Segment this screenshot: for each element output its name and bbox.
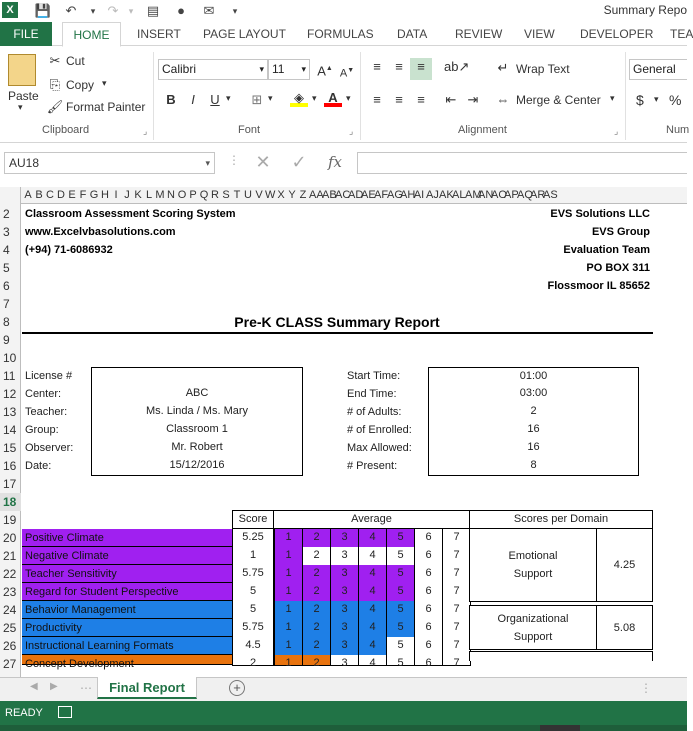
row-header[interactable]: 26 <box>3 639 17 653</box>
underline-dropdown-icon[interactable]: ▾ <box>226 93 231 103</box>
copy-icon[interactable]: ⎘ <box>49 77 61 92</box>
increase-indent-icon[interactable]: ⇥ <box>467 92 479 107</box>
company-info-left: www.Excelvbasolutions.com <box>25 226 176 238</box>
align-left-icon[interactable]: ≡ <box>373 92 381 107</box>
row-header[interactable]: 27 <box>3 657 17 671</box>
underline-button[interactable]: U <box>210 92 220 107</box>
column-header[interactable]: G <box>89 189 99 201</box>
number-group-label: Num <box>666 124 690 136</box>
scale-cell: 5 <box>386 655 415 666</box>
company-info-right: Evaluation Team <box>563 244 650 256</box>
column-header[interactable]: K <box>134 189 142 201</box>
domain-name-line: Support <box>513 630 553 643</box>
domain-name-line: Emotional <box>508 550 558 562</box>
ribbon-separator <box>360 52 361 140</box>
column-header[interactable]: P <box>189 189 197 201</box>
merge-center-icon[interactable]: ⇔ <box>496 92 510 107</box>
font-name-select[interactable]: Calibri ▾ <box>158 59 268 80</box>
report-title: Pre-K CLASS Summary Report <box>234 314 440 330</box>
info-label: # Present: <box>347 460 398 472</box>
scale-cell: 4 <box>358 583 387 602</box>
company-info-right: EVS Solutions LLC <box>550 208 650 220</box>
tab-file[interactable]: FILE <box>0 22 52 46</box>
column-header[interactable]: AL <box>452 189 466 201</box>
row-header[interactable]: 13 <box>3 405 17 419</box>
row-header[interactable]: 16 <box>3 459 17 473</box>
borders-icon[interactable]: ⊞ <box>251 92 263 107</box>
scale-cell: 5 <box>386 637 415 656</box>
tab-page-layout[interactable]: PAGE LAYOUT <box>203 27 286 41</box>
column-header[interactable]: Z <box>299 189 307 201</box>
row-header[interactable]: 3 <box>3 225 10 239</box>
info-label: Start Time: <box>347 370 401 382</box>
clipboard-group-label: Clipboard <box>42 124 90 136</box>
scale-cell: 7 <box>442 637 471 656</box>
scale-cell: 4 <box>358 565 387 584</box>
wrap-text-button[interactable]: Wrap Text <box>516 62 570 76</box>
merge-dropdown-icon[interactable]: ▾ <box>610 93 615 103</box>
column-header[interactable]: AI <box>413 189 425 201</box>
tab-data[interactable]: DATA <box>397 27 428 41</box>
row-header[interactable]: 17 <box>3 477 17 491</box>
tab-developer[interactable]: DEVELOPER <box>580 27 654 41</box>
form-icon[interactable]: ▤ <box>146 3 160 18</box>
scale-cell: 6 <box>414 637 443 656</box>
domain-name-line: Support <box>513 568 553 580</box>
scale-cell: 4 <box>358 619 387 638</box>
row-header[interactable]: 2 <box>3 207 10 221</box>
title-underline <box>22 332 653 334</box>
scale-cell: 7 <box>442 529 471 548</box>
paste-dropdown-icon[interactable]: ▾ <box>18 102 23 112</box>
dimension-score: 5 <box>232 583 274 602</box>
status-text: READY <box>5 707 43 719</box>
scale-cell: 1 <box>274 637 303 656</box>
row-header[interactable]: 12 <box>3 387 17 401</box>
scale-cell: 6 <box>414 583 443 602</box>
company-info-right: Flossmoor IL 85652 <box>547 280 650 292</box>
dimension-name: Concept Development <box>22 655 232 665</box>
dimension-score: 5.75 <box>232 619 274 638</box>
decrease-indent-icon[interactable]: ⇤ <box>445 92 457 107</box>
customize-qat-icon[interactable]: ▾ <box>232 6 238 16</box>
sheet-tabs-grip-icon: ⋯ <box>80 681 92 695</box>
company-info-right: PO BOX 311 <box>586 262 650 274</box>
info-value[interactable]: 8 <box>428 457 639 476</box>
dimension-score: 5.25 <box>232 529 274 548</box>
info-label: # of Enrolled: <box>347 424 412 436</box>
scale-cell: 6 <box>414 529 443 548</box>
column-header[interactable]: F <box>79 189 87 201</box>
column-header[interactable]: AC <box>335 189 351 201</box>
scale-cell: 2 <box>302 637 331 656</box>
info-label: Max Allowed: <box>347 442 412 454</box>
scale-cell: 1 <box>274 619 303 638</box>
column-header[interactable]: AE <box>361 189 376 201</box>
select-all-corner[interactable] <box>0 187 21 204</box>
column-header[interactable]: AR <box>530 189 546 201</box>
average-header: Average <box>273 510 470 529</box>
undo-dropdown-icon[interactable]: ▾ <box>90 6 96 16</box>
scale-cell: 5 <box>386 529 415 548</box>
scale-cell: 3 <box>330 655 359 666</box>
company-info-left: Classroom Assessment Scoring System <box>25 208 236 220</box>
column-header[interactable]: Y <box>288 189 296 201</box>
row-header[interactable]: 18 <box>0 493 21 511</box>
orientation-icon[interactable]: ab↗ <box>444 59 470 74</box>
scale-cell: 1 <box>274 583 303 602</box>
increase-font-icon[interactable]: A▲ <box>317 63 333 79</box>
row-header[interactable]: 11 <box>3 369 16 383</box>
scale-cell: 6 <box>414 619 443 638</box>
align-right-icon[interactable]: ≡ <box>417 92 425 107</box>
info-label: Center: <box>25 388 62 400</box>
dimension-score: 1 <box>232 547 274 566</box>
domain-cell-next <box>469 651 653 661</box>
scale-cell: 5 <box>386 547 415 566</box>
cancel-icon[interactable]: ✕ <box>255 152 271 172</box>
info-value[interactable]: 2 <box>428 403 639 422</box>
scale-cell: 3 <box>330 529 359 548</box>
save-icon[interactable]: 💾 <box>34 3 52 18</box>
ribbon-separator <box>625 52 626 140</box>
scale-cell: 5 <box>386 565 415 584</box>
excel-logo-icon: X <box>2 2 18 18</box>
next-sheet-icon[interactable]: ▶ <box>50 681 58 692</box>
copy-dropdown-icon[interactable]: ▾ <box>102 78 107 88</box>
domain-header: Scores per Domain <box>469 510 653 529</box>
row-header[interactable]: 15 <box>3 441 17 455</box>
scale-cell: 5 <box>386 601 415 620</box>
dimension-name: Negative Climate <box>22 547 232 565</box>
info-value[interactable]: 15/12/2016 <box>91 457 303 476</box>
name-box[interactable]: AU18 ▾ <box>4 152 215 174</box>
row-header[interactable]: 4 <box>3 243 10 257</box>
info-label: Teacher: <box>25 406 68 418</box>
alignment-group-label: Alignment <box>458 124 507 136</box>
scale-cell: 7 <box>442 655 471 666</box>
info-value[interactable]: Mr. Robert <box>91 439 303 458</box>
info-label: # of Adults: <box>347 406 402 418</box>
align-center-icon[interactable]: ≡ <box>395 92 403 107</box>
ribbon-separator <box>153 52 154 140</box>
dimension-score: 2 <box>232 655 274 666</box>
fill-color-icon[interactable]: ◈ <box>290 89 308 107</box>
column-header[interactable]: AA <box>309 189 324 201</box>
tab-formulas[interactable]: FORMULAS <box>307 27 374 41</box>
scale-cell: 7 <box>442 619 471 638</box>
dimension-name: Productivity <box>22 619 232 637</box>
column-header[interactable]: O <box>177 189 187 201</box>
font-group-label: Font <box>238 124 261 136</box>
taskbar-block <box>540 725 580 731</box>
column-header[interactable]: E <box>68 189 76 201</box>
row-header[interactable]: 6 <box>3 279 10 293</box>
scale-cell: 2 <box>302 529 331 548</box>
scale-cell: 7 <box>442 547 471 566</box>
column-header[interactable]: R <box>211 189 219 201</box>
domain-name-emotional <box>469 529 597 602</box>
undo-icon[interactable]: ↶ <box>65 3 77 18</box>
tab-review[interactable]: REVIEW <box>455 27 503 41</box>
row-header[interactable]: 21 <box>3 549 17 563</box>
scale-cell: 1 <box>274 565 303 584</box>
email-icon[interactable]: ✉ <box>203 3 215 18</box>
info-value[interactable] <box>91 367 303 386</box>
info-label: Date: <box>25 460 52 472</box>
info-label: End Time: <box>347 388 397 400</box>
scale-cell: 3 <box>330 583 359 602</box>
column-header[interactable]: L <box>145 189 153 201</box>
row-header[interactable]: 25 <box>3 621 17 635</box>
scale-cell: 7 <box>442 583 471 602</box>
score-header: Score <box>232 510 274 529</box>
insert-function-icon[interactable]: fx <box>327 153 342 171</box>
column-header[interactable]: AB <box>322 189 337 201</box>
row-header[interactable]: 19 <box>3 513 17 527</box>
tab-view[interactable]: VIEW <box>524 27 555 41</box>
info-value[interactable]: 16 <box>428 421 639 440</box>
row-header[interactable]: 9 <box>3 333 10 347</box>
domain-name-line: Organizational <box>497 612 569 625</box>
scale-cell: 7 <box>442 601 471 620</box>
scale-cell: 2 <box>302 601 331 620</box>
align-top-icon[interactable]: ≡ <box>373 59 381 74</box>
font-launcher-icon[interactable]: ⌟ <box>349 126 354 136</box>
wrap-text-icon[interactable]: ↵ <box>497 60 509 75</box>
scale-cell: 3 <box>330 601 359 620</box>
taskbar-strip <box>0 725 687 731</box>
paste-icon[interactable] <box>8 54 36 86</box>
dimension-score: 5 <box>232 601 274 620</box>
dimension-name: Instructional Learning Formats <box>22 637 232 655</box>
column-header[interactable]: C <box>46 189 54 201</box>
currency-dropdown-icon[interactable]: ▾ <box>654 94 659 104</box>
copy-button[interactable]: Copy <box>66 78 95 92</box>
format-painter-icon[interactable]: 🖌 <box>46 99 64 114</box>
row-header[interactable]: 8 <box>3 315 10 329</box>
cut-button[interactable]: Cut <box>66 54 85 68</box>
prev-sheet-icon[interactable]: ◀ <box>30 681 38 692</box>
font-color-dropdown-icon[interactable]: ▾ <box>346 93 351 103</box>
column-header[interactable]: AS <box>543 189 558 201</box>
format-painter-button[interactable]: Format Painter <box>66 100 146 114</box>
row-header[interactable]: 20 <box>3 531 17 545</box>
company-info-left: (+94) 71-6086932 <box>25 244 113 256</box>
column-header[interactable]: W <box>265 189 276 201</box>
formula-bar-grip-icon: ⋮ <box>228 153 240 167</box>
row-header[interactable]: 23 <box>3 585 17 599</box>
cut-icon[interactable]: ✂ <box>49 53 61 68</box>
tab-team[interactable]: TEA <box>670 27 693 41</box>
column-header[interactable]: AP <box>504 189 519 201</box>
column-header[interactable]: AK <box>439 189 454 201</box>
scale-cell: 5 <box>386 583 415 602</box>
column-header[interactable]: I <box>114 189 118 201</box>
column-header[interactable]: B <box>35 189 43 201</box>
scale-cell: 6 <box>414 655 443 666</box>
scale-cell: 4 <box>358 529 387 548</box>
info-label: License # <box>25 370 73 382</box>
column-header[interactable]: AH <box>400 189 416 201</box>
record-icon[interactable]: ● <box>177 3 185 18</box>
currency-button[interactable]: $ <box>636 92 644 108</box>
italic-button[interactable]: I <box>191 92 195 107</box>
row-header[interactable]: 14 <box>3 423 17 437</box>
row-header[interactable]: 5 <box>3 261 10 275</box>
decrease-font-icon[interactable]: A▼ <box>339 67 355 80</box>
scale-cell: 2 <box>302 619 331 638</box>
scale-cell: 1 <box>274 547 303 566</box>
domain-score: 5.08 <box>596 605 653 650</box>
scale-cell: 3 <box>330 637 359 656</box>
column-header[interactable]: U <box>244 189 252 201</box>
info-label: Group: <box>25 424 59 436</box>
info-value[interactable]: Ms. Linda / Ms. Mary <box>91 403 303 422</box>
scale-cell: 3 <box>330 565 359 584</box>
scale-cell: 4 <box>358 547 387 566</box>
column-header[interactable]: A <box>24 189 32 201</box>
merge-center-button[interactable]: Merge & Center <box>516 93 601 107</box>
info-value[interactable]: 03:00 <box>428 385 639 404</box>
scale-cell: 1 <box>274 655 303 666</box>
column-header[interactable]: Q <box>199 189 209 201</box>
scale-cell: 4 <box>358 601 387 620</box>
sheet-tab-final-report[interactable]: Final Report <box>97 677 197 699</box>
column-header[interactable]: AD <box>348 189 364 201</box>
scale-cell: 2 <box>302 565 331 584</box>
dimension-name: Regard for Student Perspective <box>22 583 232 601</box>
redo-icon[interactable]: ↷ <box>107 3 119 18</box>
scale-cell: 2 <box>302 655 331 666</box>
column-header[interactable]: V <box>255 189 263 201</box>
scale-cell: 1 <box>274 529 303 548</box>
fill-color-dropdown-icon[interactable]: ▾ <box>312 93 317 103</box>
font-color-icon[interactable]: A <box>324 89 342 107</box>
tab-insert[interactable]: INSERT <box>137 27 181 41</box>
clipboard-launcher-icon[interactable]: ⌟ <box>143 126 148 136</box>
scale-cell: 6 <box>414 565 443 584</box>
company-info-right: EVS Group <box>591 226 650 238</box>
align-bottom-icon[interactable]: ≡ <box>410 58 432 80</box>
scale-cell: 2 <box>302 583 331 602</box>
column-header[interactable]: AN <box>478 189 494 201</box>
scale-cell: 3 <box>330 619 359 638</box>
info-value[interactable]: 16 <box>428 439 639 458</box>
scale-cell: 7 <box>442 565 471 584</box>
scale-cell: 4 <box>358 637 387 656</box>
domain-name-organizational <box>469 605 597 650</box>
info-label: Observer: <box>25 442 74 454</box>
macro-record-icon[interactable] <box>58 706 72 718</box>
dimension-score: 4.5 <box>232 637 274 656</box>
domain-score: 4.25 <box>596 529 653 602</box>
align-middle-icon[interactable]: ≡ <box>395 59 403 74</box>
dimension-score: 5.75 <box>232 565 274 584</box>
dimension-name: Positive Climate <box>22 529 232 547</box>
bold-button[interactable]: B <box>166 92 176 107</box>
column-header[interactable]: M <box>155 189 165 201</box>
column-header[interactable]: S <box>222 189 230 201</box>
font-size-select[interactable]: 11 ▾ <box>268 59 310 80</box>
window-title: Summary Repo <box>603 3 687 17</box>
scale-cell: 1 <box>274 601 303 620</box>
formula-input[interactable] <box>357 152 687 174</box>
column-header[interactable]: J <box>124 189 130 201</box>
column-header[interactable]: AO <box>491 189 507 201</box>
column-header[interactable]: N <box>167 189 175 201</box>
dimension-name: Teacher Sensitivity <box>22 565 232 583</box>
dimension-name: Behavior Management <box>22 601 232 619</box>
add-sheet-icon[interactable]: + <box>229 680 245 696</box>
paste-button[interactable]: Paste <box>8 89 39 103</box>
borders-dropdown-icon[interactable]: ▾ <box>268 93 273 103</box>
column-header[interactable]: AG <box>387 189 403 201</box>
hscroll-grip-icon[interactable]: ⋮ <box>640 681 652 695</box>
tab-home[interactable]: HOME <box>62 22 121 47</box>
column-header[interactable]: X <box>277 189 285 201</box>
column-header[interactable]: AJ <box>426 189 439 201</box>
row-header[interactable]: 7 <box>3 297 10 311</box>
row-header[interactable]: 22 <box>3 567 17 581</box>
row-header[interactable]: 24 <box>3 603 17 617</box>
scale-cell: 2 <box>302 547 331 566</box>
number-format-select[interactable]: General <box>629 59 687 80</box>
column-header[interactable]: H <box>101 189 109 201</box>
enter-icon[interactable]: ✓ <box>291 152 307 172</box>
percent-button[interactable]: % <box>669 92 682 108</box>
scale-cell: 6 <box>414 547 443 566</box>
info-value[interactable]: 01:00 <box>428 367 639 386</box>
scale-cell: 5 <box>386 619 415 638</box>
column-header[interactable]: AF <box>374 189 389 201</box>
scale-cell: 6 <box>414 601 443 620</box>
scale-cell: 4 <box>358 655 387 666</box>
row-header[interactable]: 10 <box>3 351 17 365</box>
scale-cell: 3 <box>330 547 359 566</box>
info-value[interactable]: ABC <box>91 385 303 404</box>
alignment-launcher-icon[interactable]: ⌟ <box>614 126 619 136</box>
column-header[interactable]: D <box>57 189 65 201</box>
column-header[interactable]: AQ <box>517 189 533 201</box>
column-header[interactable]: T <box>233 189 241 201</box>
redo-dropdown-icon[interactable]: ▾ <box>128 6 134 16</box>
column-header[interactable]: AM <box>465 189 482 201</box>
info-value[interactable]: Classroom 1 <box>91 421 303 440</box>
